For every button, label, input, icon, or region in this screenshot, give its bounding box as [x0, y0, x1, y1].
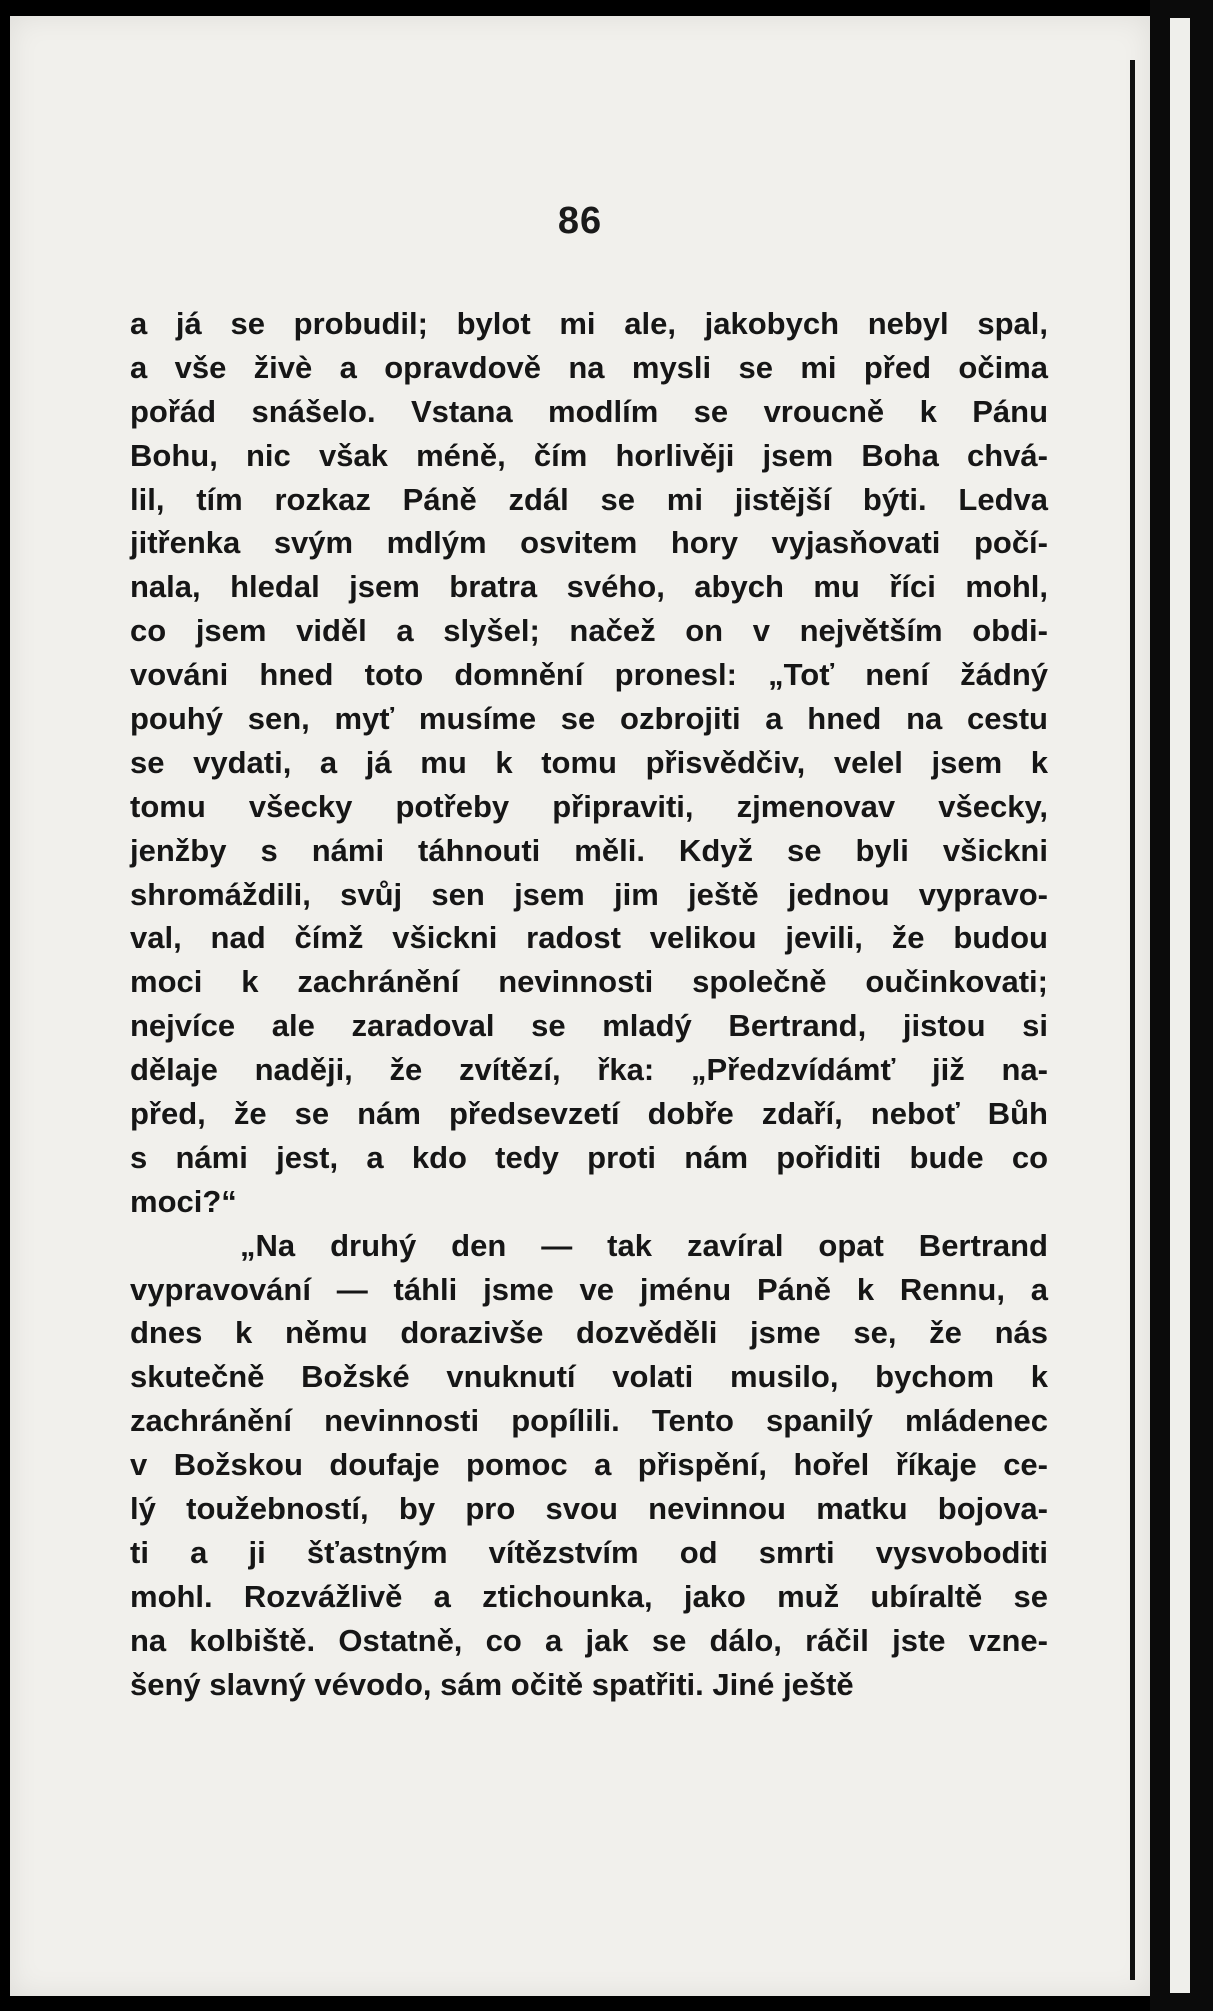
text-line: se vydati, a já mu k tomu přisvědčiv, velel jsem k: [130, 744, 1048, 780]
text-line: tomu všecky potřeby připraviti, zjmenovav všecky,: [130, 788, 1048, 824]
text-line: co jsem viděl a slyšel; načež on v největším obdi-: [130, 613, 1048, 649]
text-line: dnes k němu dorazivše dozvěděli jsme se, že nás: [130, 1315, 1048, 1351]
text-line: před, že se nám předsevzetí dobře zdaří, neboť Bůh: [130, 1096, 1048, 1132]
text-line: a vše živè a opravdově na mysli se mi před očima: [130, 349, 1048, 385]
text-line: na kolbiště. Ostatně, co a jak se dálo, ráčil jste vzne-: [130, 1622, 1048, 1658]
body-text: [130, 302, 1048, 1707]
text-line: dělaje naději, že zvítězí, řka: „Předzvídámť již na-: [130, 1052, 1048, 1088]
text-line: jenžby s námi táhnouti měli. Když se byli všickni: [130, 832, 1048, 868]
text-line: vypravování — táhli jsme ve jménu Páně k Rennu, a: [130, 1271, 1048, 1307]
text-line: s námi jest, a kdo tedy proti nám pořiditi bude co: [130, 1139, 1048, 1175]
text-line: lý toužebností, by pro svou nevinnou matku bojova-: [130, 1491, 1048, 1527]
text-line: moci k zachránění nevinnosti společně oučinkovati;: [130, 964, 1048, 1000]
facing-page-strip: [1170, 18, 1190, 1993]
text-line: zachránění nevinnosti popílili. Tento spanilý mládenec: [130, 1403, 1048, 1439]
text-line: pouhý sen, myť musíme se ozbrojiti a hned na cestu: [130, 701, 1048, 737]
text-line: jitřenka svým mdlým osvitem hory vyjasňovati počí-: [130, 525, 1048, 561]
text-line: skutečně Božské vnuknutí volati musilo, bychom k: [130, 1359, 1048, 1395]
text-line: šený slavný vévodo, sám očitě spatřiti. Jiné ještě: [130, 1666, 854, 1702]
text-line: Bohu, nic však méně, čím horlivěji jsem Boha chvá-: [130, 437, 1048, 473]
text-line: val, nad čímž všickni radost velikou jevili, že budou: [130, 920, 1048, 956]
text-line: v Božskou doufaje pomoc a přispění, hořel říkaje ce-: [130, 1447, 1048, 1483]
text-line: a já se probudil; bylot mi ale, jakobych nebyl spal,: [130, 306, 1048, 341]
page-number: 86: [557, 200, 603, 242]
text-line: „Na druhý den — tak zavíral opat Bertrand: [240, 1227, 1048, 1263]
facing-page-edge: [1150, 0, 1213, 2011]
text-line: nala, hledal jsem bratra svého, abych mu říci mohl,: [130, 569, 1048, 605]
page-edge-shadow: [1130, 60, 1135, 1980]
text-line: mohl. Rozvážlivě a ztichounka, jako muž ubíraltě se: [130, 1578, 1048, 1614]
text-line: ti a ji šťastným vítězstvím od smrti vysvoboditi: [130, 1534, 1048, 1570]
text-line: vováni hned toto domnění pronesl: „Toť není žádný: [130, 657, 1048, 693]
text-line: moci?“: [130, 1183, 237, 1219]
text-line: shromáždili, svůj sen jsem jim ještě jednou vypravo-: [130, 876, 1048, 912]
text-line: lil, tím rozkaz Páně zdál se mi jistější býti. Ledva: [130, 481, 1048, 517]
text-line: pořád snášelo. Vstana modlím se vroucně k Pánu: [130, 393, 1048, 429]
text-line: nejvíce ale zaradoval se mladý Bertrand, jistou si: [130, 1008, 1048, 1044]
